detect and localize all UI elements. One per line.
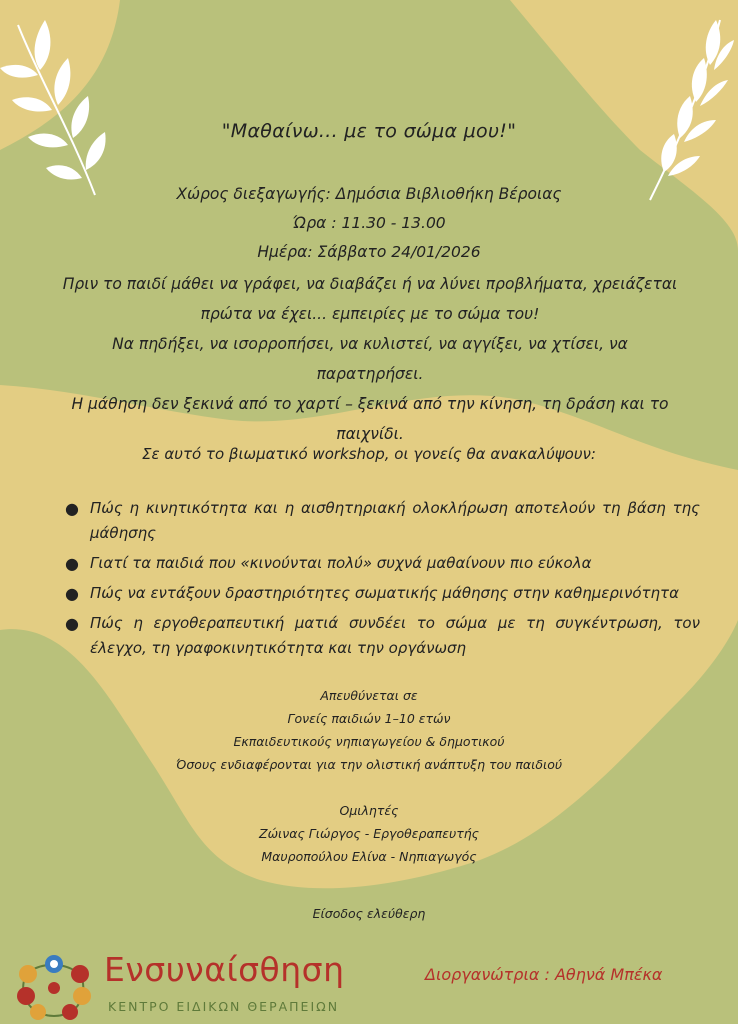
description-line: Η μάθηση δεν ξεκινά από το χαρτί – ξεκινά από την κίνηση, τη δράση και το (71, 395, 669, 413)
page-title: "Μαθαίνω... με το σώμα μου!" (221, 120, 517, 142)
list-item (60, 611, 700, 661)
audience-item: Γονείς παιδιών 1–10 ετών (287, 711, 451, 726)
brand-subtitle: ΚΕΝΤΡΟ ΕΙΔΙΚΩΝ ΘΕΡΑΠΕΙΩΝ (108, 999, 340, 1014)
audience-item: Όσους ενδιαφέρονται για την ολιστική ανάπτυξη του παιδιού (175, 757, 563, 772)
list-item-text: Πώς η κινητικότητα και η αισθητηριακή ολοκλήρωση αποτελούν τη βάση της μάθησης (90, 499, 700, 542)
list-item (60, 551, 700, 576)
bullet-icon: ● (65, 554, 79, 573)
description-paragraph (60, 269, 680, 449)
description-line: Πριν το παιδί μάθει να γράφει, να διαβάζει ή να λύνει προβλήματα, χρειάζεται (62, 275, 678, 293)
brand-name: Ενσυναίσθηση (104, 950, 345, 989)
benefits-list (60, 496, 700, 666)
list-item (60, 581, 700, 606)
speaker-item: Μαυροπούλου Ελίνα - Νηπιαγωγός (261, 849, 477, 864)
description-line: παιχνίδι. (336, 425, 404, 443)
bullet-icon: ● (65, 614, 79, 633)
speakers-heading: Ομιλητές (339, 803, 399, 818)
audience-heading: Απευθύνεται σε (320, 688, 418, 703)
list-item (60, 496, 700, 546)
workshop-intro: Σε αυτό το βιωματικό workshop, οι γονείς θα ανακαλύψουν: (142, 445, 596, 463)
audience-item: Εκπαιδευτικούς νηπιαγωγείου & δημοτικού (233, 734, 505, 749)
bullet-icon: ● (65, 499, 79, 518)
entry-text: Είσοδος ελεύθερη (312, 906, 426, 921)
description-line: Να πηδήξει, να ισορροπήσει, να κυλιστεί, να αγγίξει, να χτίσει, να παρατηρήσει. (112, 335, 628, 383)
brand-logo-icon (14, 952, 94, 1022)
time-text: Ώρα : 11.30 - 13.00 (292, 214, 446, 232)
list-item-text: Γιατί τα παιδιά που «κινούνται πολύ» συχνά μαθαίνουν πιο εύκολα (90, 554, 592, 572)
speaker-item: Ζώινας Γιώργος - Εργοθεραπευτής (259, 826, 479, 841)
date-text: Ημέρα: Σάββατο 24/01/2026 (257, 243, 481, 261)
leaf-branch-right-icon (640, 10, 735, 205)
description-line: πρώτα να έχει... εμπειρίες με το σώμα του! (200, 305, 540, 323)
list-item-text: Πώς να εντάξουν δραστηριότητες σωματικής μάθησης στην καθημερινότητα (90, 584, 679, 602)
organizer-text: Διοργανώτρια : Αθηνά Μπέκα (425, 965, 663, 984)
bullet-icon: ● (65, 584, 79, 603)
list-item-text: Πώς η εργοθεραπευτική ματιά συνδέει το σώμα με τη συγκέντρωση, τον έλεγχο, τη γραφοκινητικότητα και την οργάνωση (90, 614, 700, 657)
leaf-branch-left-icon (0, 10, 120, 200)
venue-text: Χώρος διεξαγωγής: Δημόσια Βιβλιοθήκη Βέροιας (176, 185, 562, 203)
